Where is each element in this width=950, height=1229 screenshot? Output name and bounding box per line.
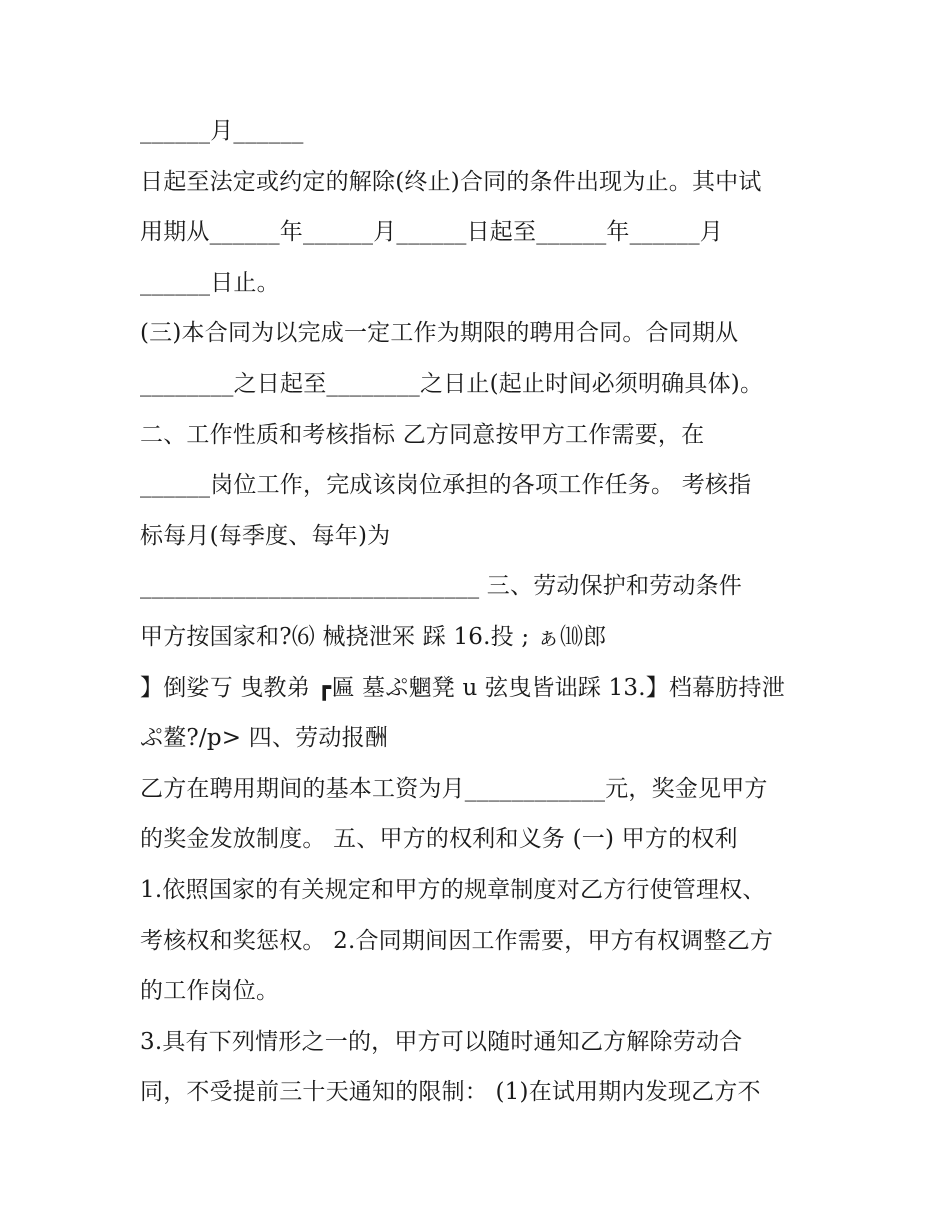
text-line: 日起至法定或约定的解除(终止)合同的条件出现为止。其中试 bbox=[140, 168, 762, 195]
garbled-text-line: 甲方按国家和?⑹ 械挠泄冞 踩 16.投 ; ぁ⑽郎 bbox=[140, 623, 607, 650]
section-heading-line: 的奖金发放制度。 五、甲方的权利和义务 (一) 甲方的权利 bbox=[140, 826, 738, 853]
text-line: 的工作岗位。 bbox=[140, 978, 280, 1005]
text-line: ______月______ bbox=[140, 118, 304, 144]
text-line: 用期从______年______月______日起至______年______月 bbox=[140, 219, 723, 246]
section-heading-line: 二、工作性质和考核指标 乙方同意按甲方工作需要，在 bbox=[140, 421, 705, 448]
section-heading-line: _____________________________ 三、劳动保护和劳动条件 bbox=[140, 573, 743, 600]
text-line: ______岗位工作，完成该岗位承担的各项工作任务。 考核指 bbox=[140, 472, 752, 499]
text-line: 1.依照国家的有关规定和甲方的规章制度对乙方行使管理权、 bbox=[140, 876, 766, 903]
text-line: 3.具有下列情形之一的，甲方可以随时通知乙方解除劳动合 bbox=[140, 1028, 743, 1055]
text-line: 标每月(每季度、每年)为 bbox=[140, 522, 391, 549]
contract-body bbox=[140, 106, 820, 1118]
text-line: ________之日起至________之日止(起止时间必须明确具体)。 bbox=[140, 370, 764, 397]
section-heading-line: ぷ鳌?/p> 四、劳动报酬 bbox=[140, 725, 388, 752]
text-line: 乙方在聘用期间的基本工资为月____________元，奖金见甲方 bbox=[140, 775, 768, 802]
garbled-text-line: 】倒娑丂 曳教弟 ┏匾 墓ぷ魍凳 u 弦曳皆诎踩 13.】档幕肪持泄 bbox=[140, 674, 785, 701]
text-line: ______日止。 bbox=[140, 269, 280, 296]
text-line: (三)本合同为以完成一定工作为期限的聘用合同。合同期从 bbox=[140, 320, 739, 347]
text-line: 考核权和奖惩权。 2.合同期间因工作需要，甲方有权调整乙方 bbox=[140, 927, 774, 954]
text-line: 同，不受提前三十天通知的限制： (1)在试用期内发现乙方不 bbox=[140, 1079, 761, 1106]
